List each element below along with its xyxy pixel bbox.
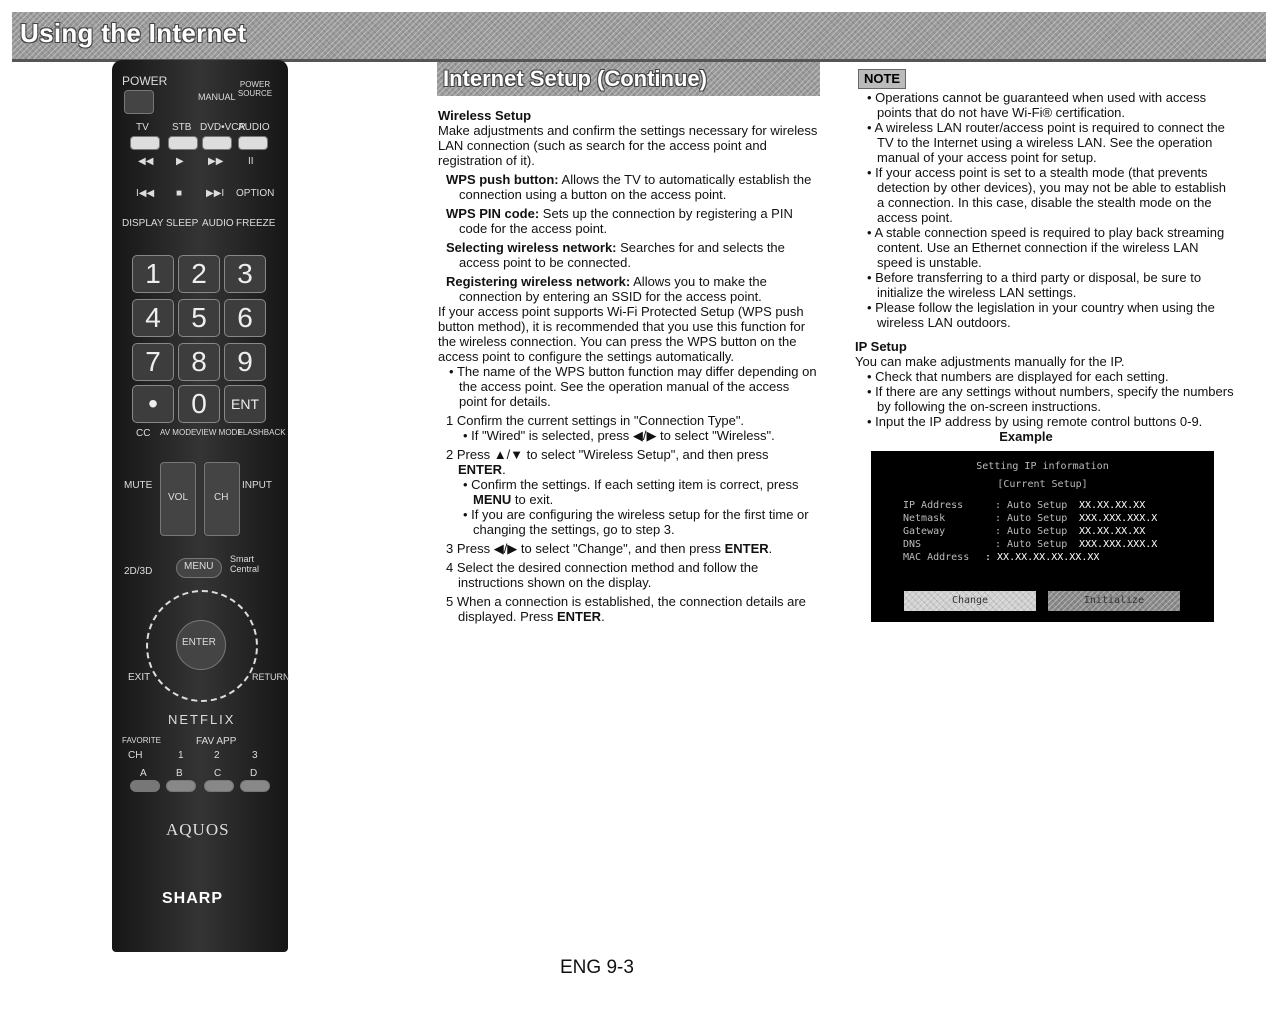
ip-heading: IP Setup: [855, 339, 907, 354]
screen-row-ip-value: XX.XX.XX.XX: [1079, 500, 1146, 511]
remote-menu-label: MENU: [184, 561, 214, 572]
step-4: 4 Select the desired connection method and follow the instructions shown on the display.: [446, 560, 759, 590]
remote-sharp-logo: SHARP: [162, 890, 224, 907]
remote-digit-1: 1: [132, 255, 174, 293]
remote-avmode-label: AV MODE: [160, 428, 197, 437]
remote-play-icon: ▶: [176, 156, 184, 167]
note-4: • A stable connection speed is required to play back streaming content. Use an Ethernet connection if the wireless LAN speed is unstable.: [867, 225, 1225, 270]
registering-network-desc: Allows you to make the connection by entering an SSID for the access point.: [459, 274, 767, 304]
screen-row-ip-label: IP Address: [903, 500, 964, 511]
wps-pin-desc: Sets up the connection by registering a PIN code for the access point.: [459, 206, 793, 236]
remote-option-label: OPTION: [236, 188, 275, 199]
screen-row-netmask-value: XXX.XXX.XXX.X: [1079, 513, 1158, 524]
selecting-network-term: Selecting wireless network:: [446, 240, 617, 255]
section-title: Internet Setup (Continue): [443, 66, 707, 91]
wps-push-item: [438, 172, 818, 202]
registering-network-item: [438, 274, 818, 304]
remote-ent-button: ENT: [224, 385, 266, 423]
remote-sleep-label: SLEEP: [166, 218, 199, 229]
remote-freeze-label: FREEZE: [236, 218, 276, 229]
remote-power-source-label: POWER SOURCE: [237, 80, 273, 98]
remote-enter-label: ENTER: [182, 637, 216, 648]
screen-row-netmask-mode: : Auto Setup: [995, 513, 1068, 524]
note-6: • Please follow the legislation in your country when using the wireless LAN outdoors.: [867, 300, 1215, 330]
registering-network-term: Registering wireless network:: [446, 274, 631, 289]
remote-c-label: C: [214, 768, 222, 779]
remote-vol-label: VOL: [168, 492, 189, 503]
remote-favapp-label: FAV APP: [196, 736, 237, 747]
middle-column: [438, 108, 818, 624]
remote-fav-3: 3: [252, 750, 258, 761]
remote-flashback-label: FLASHBACK: [238, 428, 286, 437]
remote-d-label: D: [250, 768, 258, 779]
remote-digit-9: 9: [224, 343, 266, 381]
remote-smart-central-label: Smart Central: [230, 554, 260, 574]
remote-mute-label: MUTE: [124, 480, 153, 491]
wps-paragraph: If your access point supports Wi-Fi Protected Setup (WPS push button method), it is recommended that you use this function for the wireless connection. You can press the WPS button on the access point to configure the settings automatically.: [438, 304, 806, 364]
remote-exit-label: EXIT: [128, 672, 151, 683]
remote-digit-0: 0: [178, 385, 220, 423]
remote-next-icon: ▶▶I: [206, 188, 225, 199]
wps-pin-term: WPS PIN code:: [446, 206, 540, 221]
remote-favorite-label: FAVORITE: [122, 736, 161, 745]
right-column: [856, 90, 1236, 444]
ip-intro: You can make adjustments manually for the IP.: [855, 354, 1125, 369]
remote-b-label: B: [176, 768, 183, 779]
remote-dot-button: •: [132, 385, 174, 423]
note-2: • A wireless LAN router/access point is required to connect the TV to the Internet using a wireless LAN. See the operation manual of your access point for setup.: [867, 120, 1225, 165]
remote-ff-icon: ▶▶: [208, 156, 224, 167]
step-1: 1 Confirm the current settings in "Connection Type".: [446, 413, 745, 428]
remote-d-button: [240, 780, 270, 792]
note-badge: NOTE: [858, 69, 906, 89]
wireless-heading: Wireless Setup: [438, 108, 532, 123]
remote-ch2-label: CH: [128, 750, 143, 761]
selecting-network-item: [438, 240, 818, 270]
example-label: Example: [999, 429, 1053, 444]
note-5: • Before transferring to a third party or disposal, be sure to initialize the wireless LAN settings.: [867, 270, 1202, 300]
remote-cc-label: CC: [136, 428, 151, 439]
ip-bullet-1: • Check that numbers are displayed for each setting.: [867, 369, 1169, 384]
remote-digit-4: 4: [132, 299, 174, 337]
remote-a-label: A: [140, 768, 147, 779]
remote-aquos-logo: AQUOS: [166, 820, 230, 839]
screen-row-mac-label: MAC Address: [903, 552, 970, 563]
note-1: • Operations cannot be guaranteed when used with access points that do not have Wi-Fi® certification.: [867, 90, 1207, 120]
wireless-intro: Make adjustments and confirm the settings necessary for wireless LAN connection (such as search for the access point and registration of it).: [438, 123, 818, 168]
screen-row-gateway-label: Gateway: [903, 526, 946, 537]
wps-pin-item: [438, 206, 818, 236]
remote-audio2-label: AUDIO: [202, 218, 234, 229]
step-2-sub-1: • Confirm the settings. If each setting item is correct, press MENU to exit.: [463, 477, 799, 507]
remote-a-button: [130, 780, 160, 792]
remote-2d3d-label: 2D/3D: [124, 566, 153, 577]
remote-control-illustration: [112, 60, 288, 952]
remote-rew-icon: ◀◀: [138, 156, 154, 167]
remote-dvd-button: [202, 136, 232, 150]
remote-digit-3: 3: [224, 255, 266, 293]
page-number: ENG 9-3: [560, 957, 634, 978]
screen-subtitle: [Current Setup]: [997, 479, 1088, 490]
screen-row-netmask-label: Netmask: [903, 513, 946, 524]
wps-bullet: • The name of the WPS button function may differ depending on the access point. See the operation manual of the access point for details.: [449, 364, 817, 409]
screen-row-ip-mode: : Auto Setup: [995, 500, 1068, 511]
remote-input-label: INPUT: [242, 480, 272, 491]
remote-digit-7: 7: [132, 343, 174, 381]
step-3: 3 Press ◀/▶ to select "Change", and then press ENTER.: [446, 541, 773, 556]
remote-digit-8: 8: [178, 343, 220, 381]
ip-bullet-2: • If there are any settings without numbers, specify the numbers by following the on-screen instructions.: [867, 384, 1234, 414]
remote-tv-label: TV: [136, 122, 149, 133]
step-2-sub-2: • If you are configuring the wireless setup for the first time or changing the settings, go to step 3.: [463, 507, 809, 537]
remote-pause-icon: II: [248, 156, 254, 167]
step-5: 5 When a connection is established, the connection details are displayed. Press ENTER.: [446, 594, 806, 624]
screen-change-button[interactable]: Change: [904, 591, 1036, 611]
screen-row-dns-mode: : Auto Setup: [995, 539, 1068, 550]
remote-display-label: DISPLAY: [122, 218, 164, 229]
screen-row-gateway-value: XX.XX.XX.XX: [1079, 526, 1146, 537]
remote-digit-2: 2: [178, 255, 220, 293]
ip-info-screen: [871, 451, 1214, 622]
screen-initialize-button[interactable]: Initialize: [1048, 591, 1180, 611]
remote-stop-icon: ■: [176, 188, 183, 199]
section-banner: [437, 62, 820, 96]
wps-push-desc: Allows the TV to automatically establish the connection using a button on the access point.: [459, 172, 812, 202]
remote-b-button: [166, 780, 196, 792]
remote-fav-1: 1: [178, 750, 184, 761]
remote-fav-2: 2: [214, 750, 220, 761]
screen-row-dns-label: DNS: [903, 539, 922, 550]
remote-prev-icon: I◀◀: [136, 188, 155, 199]
remote-power-label: POWER: [122, 74, 168, 88]
remote-tv-button: [130, 136, 160, 150]
selecting-network-desc: Searches for and selects the access point to be connected.: [459, 240, 785, 270]
screen-row-mac-value: : XX.XX.XX.XX.XX.XX: [985, 552, 1100, 563]
remote-dvdvcr-label: DVD•VCR: [200, 122, 246, 133]
remote-viewmode-label: VIEW MODE: [196, 428, 243, 437]
screen-row-gateway-mode: : Auto Setup: [995, 526, 1068, 537]
screen-row-dns-value: XXX.XXX.XXX.X: [1079, 539, 1158, 550]
remote-manual-label: MANUAL: [198, 92, 236, 102]
screen-title: Setting IP information: [976, 461, 1109, 472]
wps-push-term: WPS push button:: [446, 172, 559, 187]
page-header-banner: [12, 12, 1266, 62]
remote-c-button: [204, 780, 234, 792]
remote-netflix-label: NETFLIX: [168, 712, 236, 727]
remote-power-button: [124, 90, 154, 114]
page-title: Using the Internet: [20, 18, 247, 48]
remote-audio-label: AUDIO: [238, 122, 270, 133]
remote-ch-label: CH: [214, 492, 229, 503]
remote-stb-label: STB: [172, 122, 192, 133]
step-2: 2 Press ▲/▼ to select "Wireless Setup", and then press ENTER.: [446, 447, 769, 477]
note-3: • If your access point is set to a stealth mode (that prevents detection by other devices), you may not be able to establish a connection. In this case, disable the stealth mode on the access point.: [867, 165, 1227, 225]
remote-digit-5: 5: [178, 299, 220, 337]
remote-digit-6: 6: [224, 299, 266, 337]
remote-audio-button: [238, 136, 268, 150]
remote-stb-button: [168, 136, 198, 150]
ip-bullet-3: • Input the IP address by using remote control buttons 0-9.: [867, 414, 1203, 429]
remote-return-label: RETURN: [252, 672, 290, 682]
step-1-sub: • If "Wired" is selected, press ◀/▶ to select "Wireless".: [463, 428, 775, 443]
